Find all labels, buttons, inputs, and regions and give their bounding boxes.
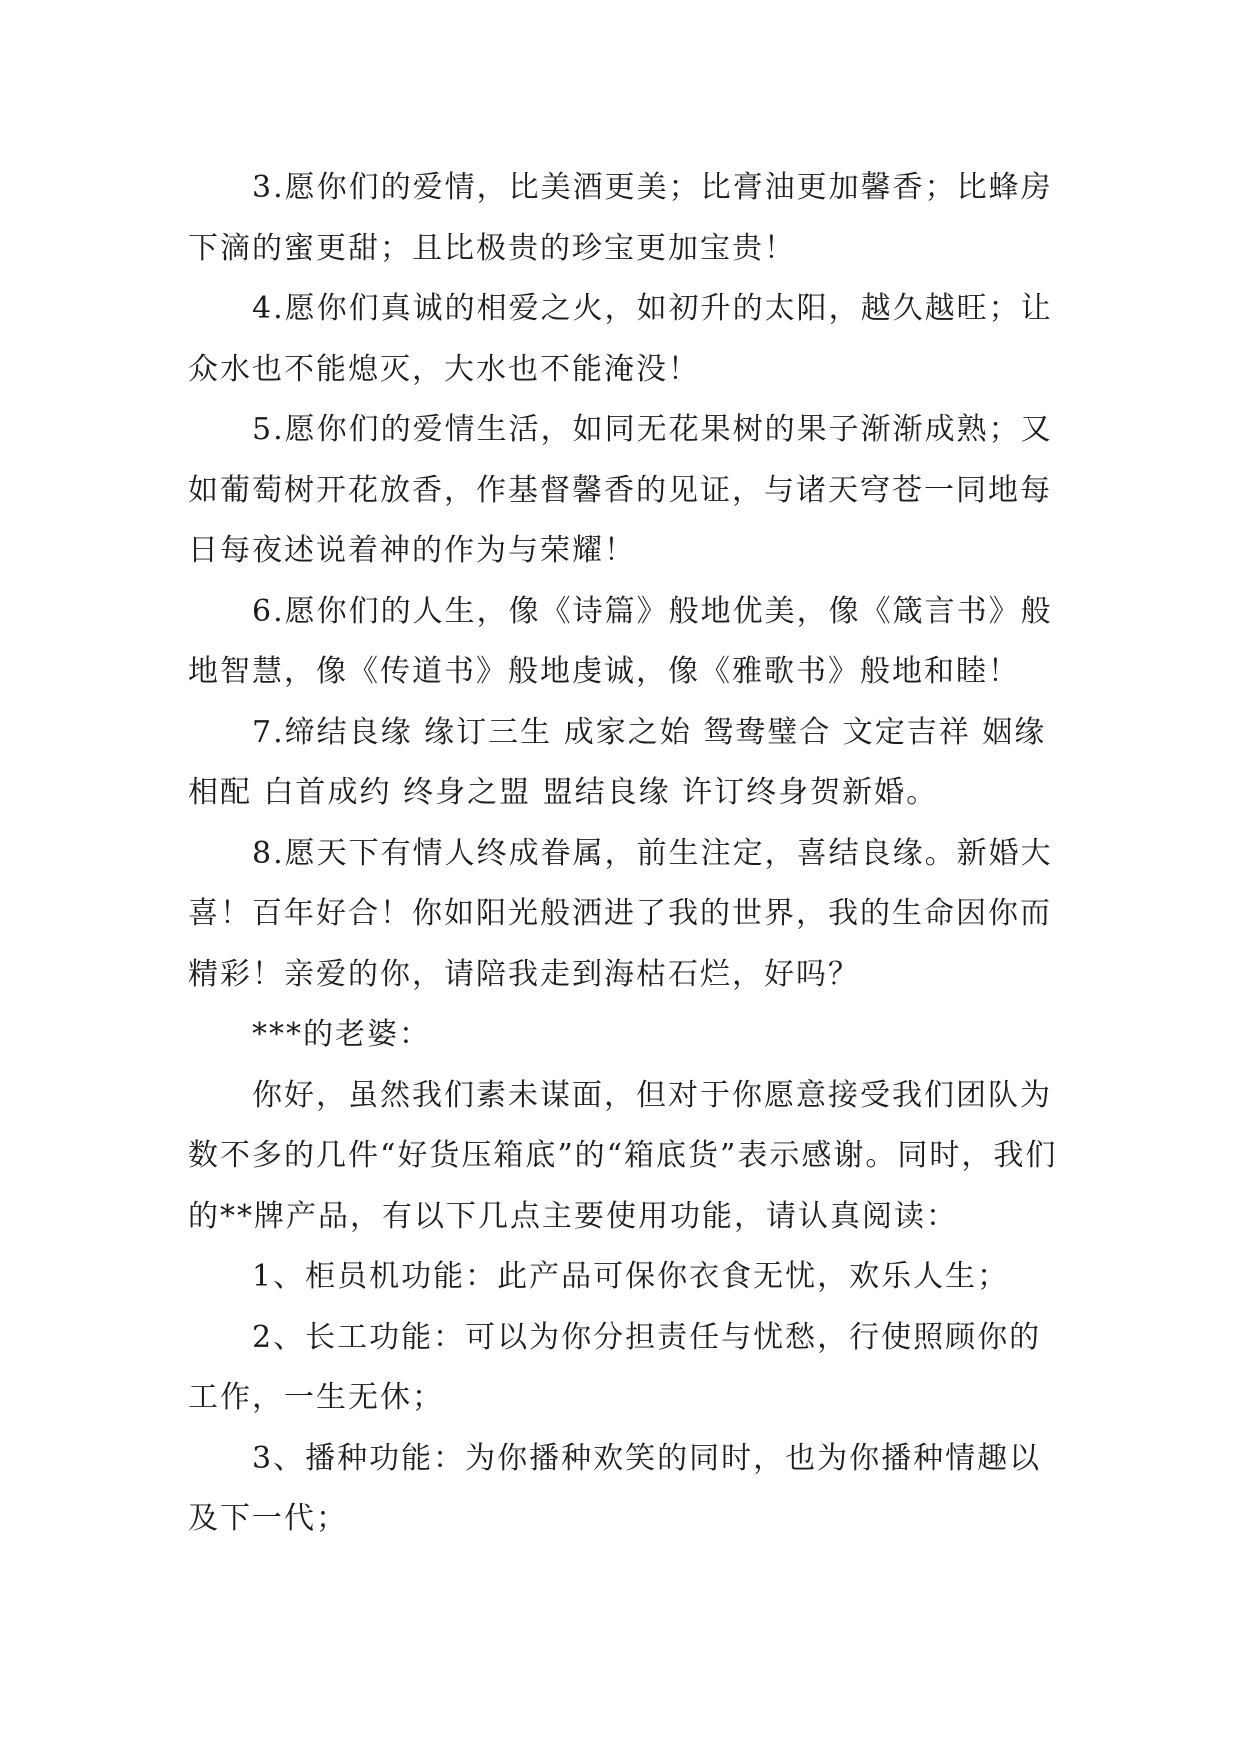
paragraph-wish-5: 5.愿你们的爱情生活，如同无花果树的果子渐渐成熟；又如葡萄树开花放香，作基督馨香的见证，与诸天穹苍一同地每日每夜述说着神的作为与荣耀！ [188,412,1053,568]
letter-intro: 你好，虽然我们素未谋面，但对于你愿意接受我们团队为数不多的几件“好货压箱底”的“箱底货”表示感谢。同时，我们的**牌产品，有以下几点主要使用功能，请认真阅读： [188,1077,1058,1234]
letter-salutation: ***的老婆： [252,1017,431,1052]
paragraph-wish-7: 7.缔结良缘 缘订三生 成家之始 鸳鸯璧合 文定吉祥 姻缘相配 白首成约 终身之盟 盟结良缘 许订终身贺新婚。 [188,714,1047,810]
paragraph-wish-4: 4.愿你们真诚的相爱之火，如初升的太阳，越久越旺；让众水也不能熄灭，大水也不能淹没！ [188,291,1053,387]
feature-item-1: 1、柜员机功能：此产品可保你衣食无忧，欢乐人生； [252,1259,1010,1294]
paragraph-wish-8: 8.愿天下有情人终成眷属，前生注定，喜结良缘。新婚大喜！百年好合！你如阳光般洒进了我的世界，我的生命因你而精彩！亲爱的你，请陪我走到海枯石烂，好吗？ [188,835,1053,992]
paragraph-wish-6: 6.愿你们的人生，像《诗篇》般地优美，像《箴言书》般地智慧，像《传道书》般地虔诚，像《雅歌书》般地和睦！ [188,593,1053,689]
document-body [188,158,1058,1550]
paragraph-wish-3: 3.愿你们的爱情，比美酒更美；比膏油更加馨香；比蜂房下滴的蜜更甜；且比极贵的珍宝更加宝贵！ [188,170,1053,266]
feature-item-3: 3、播种功能：为你播种欢笑的同时，也为你播种情趣以及下一代； [188,1440,1042,1536]
feature-item-2: 2、长工功能：可以为你分担责任与忧愁，行使照顾你的工作，一生无休； [188,1319,1042,1415]
